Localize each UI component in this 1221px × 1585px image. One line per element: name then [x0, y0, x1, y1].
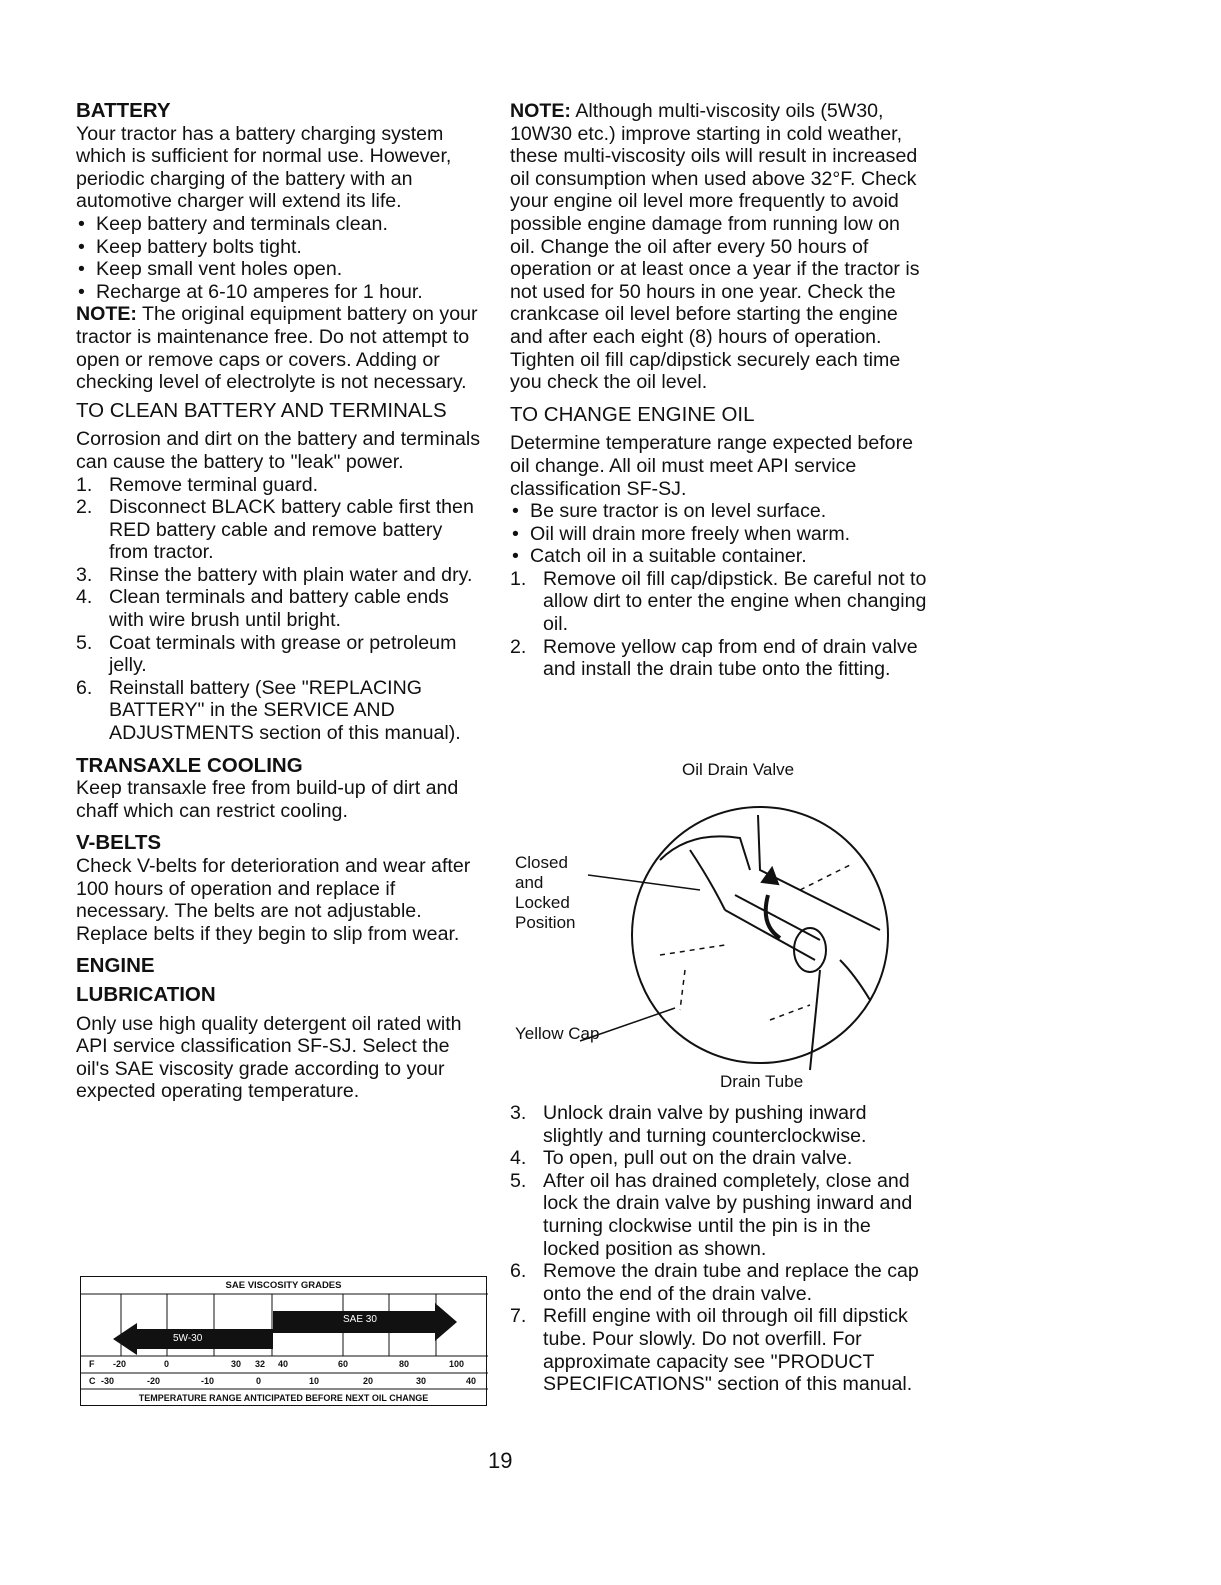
battery-bullet: • Keep small vent holes open. [76, 258, 486, 281]
sae30-bar-label: SAE 30 [343, 1314, 377, 1325]
transaxle-heading: TRANSAXLE COOLING [76, 753, 303, 777]
closed-locked-label: Closed and Locked Position [515, 853, 576, 932]
note-text: The original equipment battery on your tractor is maintenance free. Do not attempt to open or remove caps or covers. Adding or checking level of electrolyte is not necessary. [76, 303, 478, 394]
page-number: 19 [488, 1448, 513, 1473]
f-tick: 32 [255, 1359, 266, 1369]
lubrication-text: Only use high quality detergent oil rated with API service classification SF-SJ. Select the oil's SAE viscosity grade according to your expected operating temperature. [76, 1012, 462, 1103]
battery-bullet: • Keep battery bolts tight. [76, 236, 486, 259]
change-oil-step: 3. Unlock drain valve by pushing inward slightly and turning counterclockwise. [510, 1102, 867, 1147]
note-label: NOTE: [76, 303, 137, 326]
left-column [76, 100, 486, 1103]
c-tick: -10 [201, 1376, 215, 1386]
c-tick: -20 [147, 1376, 161, 1386]
change-oil-text: Determine temperature range expected before oil change. All oil must meet API service classification SF-SJ. [510, 432, 913, 500]
clean-step: 6. Reinstall battery (See "REPLACING BATTERY" in the SERVICE AND ADJUSTMENTS section of this manual). [76, 676, 461, 745]
f-tick: 40 [278, 1359, 289, 1369]
yellow-cap-label: Yellow Cap [515, 1024, 600, 1043]
clean-step: 2. Disconnect BLACK battery cable first then RED battery cable and remove battery from tractor. [76, 496, 474, 564]
f-tick: 80 [399, 1359, 410, 1369]
change-oil-step: 7. Refill engine with oil through oil fill dipstick tube. Pour slowly. Do not overfill. For approximate capacity see "PRODUCT SPECIFICATIONS" section of this manual. [510, 1305, 913, 1396]
change-oil-step: 4. To open, pull out on the drain valve. [510, 1147, 853, 1170]
change-oil-step: 5. After oil has drained completely, close and lock the drain valve by pushing inward and turning clockwise until the pin is in the locked position as shown. [510, 1169, 913, 1260]
note-label: NOTE: [510, 100, 571, 122]
clean-heading: TO CLEAN BATTERY AND TERMINALS [76, 398, 447, 422]
oil-drain-valve-figure [510, 760, 930, 1090]
c-tick: 40 [466, 1376, 477, 1386]
c-tick: 30 [416, 1376, 427, 1386]
f-tick: -20 [113, 1359, 127, 1369]
f-tick: 0 [164, 1359, 170, 1369]
change-oil-heading: TO CHANGE ENGINE OIL [510, 402, 755, 426]
c-tick: 10 [309, 1376, 320, 1386]
f-tick: 30 [231, 1359, 242, 1369]
clean-step: 5. Coat terminals with grease or petroleum jelly. [76, 631, 457, 677]
change-oil-step: 2. Remove yellow cap from end of drain valve and install the drain tube onto the fitting. [510, 635, 918, 681]
5w30-bar-label: 5W-30 [173, 1333, 203, 1344]
vbelts-text: Check V-belts for deterioration and wear after 100 hours of operation and replace if necessary. The belts are not adjustable. Replace belts if they begin to slip from wear. [76, 855, 471, 945]
f-tick: 100 [449, 1359, 465, 1369]
battery-bullet: • Keep battery and terminals clean. [76, 213, 486, 236]
figure-title: Oil Drain Valve [682, 760, 795, 779]
f-label: F [89, 1359, 95, 1369]
lubrication-heading: LUBRICATION [76, 982, 216, 1006]
engine-heading: ENGINE [76, 954, 155, 978]
transaxle-text: Keep transaxle free from build-up of dirt and chaff which can restrict cooling. [76, 777, 459, 822]
battery-bullet: • Recharge at 6-10 amperes for 1 hour. [76, 281, 486, 304]
change-oil-bullet: • Catch oil in a suitable container. [510, 545, 930, 568]
viscosity-chart-graphic [81, 1277, 488, 1407]
viscosity-chart-footer: TEMPERATURE RANGE ANTICIPATED BEFORE NEXT OIL CHANGE [138, 1393, 429, 1403]
clean-step: 3. Rinse the battery with plain water and dry. [76, 563, 473, 586]
battery-text: Your tractor has a battery charging system which is sufficient for normal use. However, periodic charging of the battery with an automotive charger will extend its life. [76, 122, 452, 213]
clean-step: 1. Remove terminal guard. [76, 473, 319, 496]
c-tick: 0 [256, 1376, 262, 1386]
c-label: C [89, 1376, 96, 1386]
battery-note [76, 303, 486, 393]
viscosity-chart-title: SAE VISCOSITY GRADES [225, 1280, 342, 1291]
right-column [510, 100, 930, 681]
clean-step: 4. Clean terminals and battery cable ends with wire brush until bright. [76, 586, 449, 632]
oil-note [510, 100, 930, 394]
change-oil-bullet: • Oil will drain more freely when warm. [510, 523, 930, 546]
change-oil-step: 6. Remove the drain tube and replace the cap onto the end of the drain valve. [510, 1260, 919, 1305]
c-tick: -30 [101, 1376, 115, 1386]
change-oil-step: 1. Remove oil fill cap/dipstick. Be careful not to allow dirt to enter the engine when changing oil. [510, 567, 927, 636]
f-tick: 60 [338, 1359, 349, 1369]
battery-heading: BATTERY [76, 99, 171, 122]
viscosity-chart [80, 1276, 487, 1406]
vbelts-heading: V-BELTS [76, 831, 162, 855]
drain-tube-label: Drain Tube [720, 1072, 804, 1091]
right-column-continued [510, 1102, 930, 1396]
c-tick: 20 [363, 1376, 374, 1386]
note-text: Although multi-viscosity oils (5W30, 10W30 etc.) improve starting in cold weather, these multi-viscosity oils will result in increased oil consumption when used above 32°F. Check your engine oil level more frequently to avoid possible engine damage from running low on oil. Change the oil after every 50 hours of operation or at least once a year if the tractor is not used for 50 hours in one year. Check the crankcase oil level before starting the engine and after each eight (8) hours of operation. Tighten oil fill cap/dipstick securely each time you check the oil level. [510, 100, 920, 394]
clean-text: Corrosion and dirt on the battery and terminals can cause the battery to "leak" power. [76, 428, 481, 473]
change-oil-bullet: • Be sure tractor is on level surface. [510, 500, 930, 523]
